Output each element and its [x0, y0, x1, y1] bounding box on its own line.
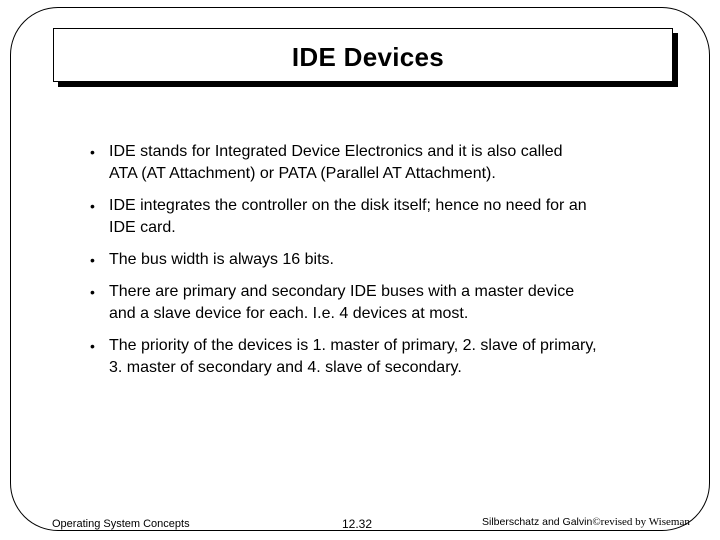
footer-authors: Silberschatz and Galvin — [482, 516, 593, 528]
bullet-text: There are primary and secondary IDE buses with a master device and a slave device for each. I.e. 4 devices at most. — [109, 283, 575, 322]
bullet-item-5 — [90, 335, 609, 379]
bullet-item-4 — [90, 281, 589, 325]
footer-page-number: 12.32 — [342, 517, 373, 531]
bullet-dot-icon: • — [90, 198, 95, 214]
bullet-dot-icon: • — [90, 252, 95, 268]
footer-course-name: Operating System Concepts — [52, 518, 190, 530]
bullet-dot-icon: • — [90, 338, 95, 354]
bullet-text: The bus width is always 16 bits. — [109, 251, 334, 268]
slide-title: IDE Devices — [291, 41, 445, 72]
title-box — [53, 28, 673, 82]
footer-revision: ©revised by Wiseman — [592, 516, 690, 528]
bullet-item-3 — [90, 249, 609, 271]
bullet-item-2 — [90, 195, 609, 239]
bullet-dot-icon: • — [90, 144, 95, 160]
bullet-item-1 — [90, 141, 589, 185]
footer-credits — [482, 516, 690, 528]
bullet-text: IDE integrates the controller on the disk itself; hence no need for an IDE card. — [109, 197, 587, 236]
bullet-text: The priority of the devices is 1. master of primary, 2. slave of primary, 3. master of secondary and 4. slave of secondary. — [109, 337, 597, 376]
bullet-text: IDE stands for Integrated Device Electronics and it is also called ATA (AT Attachment) or PATA (Parallel AT Attachment). — [109, 143, 563, 182]
bullet-dot-icon: • — [90, 284, 95, 300]
